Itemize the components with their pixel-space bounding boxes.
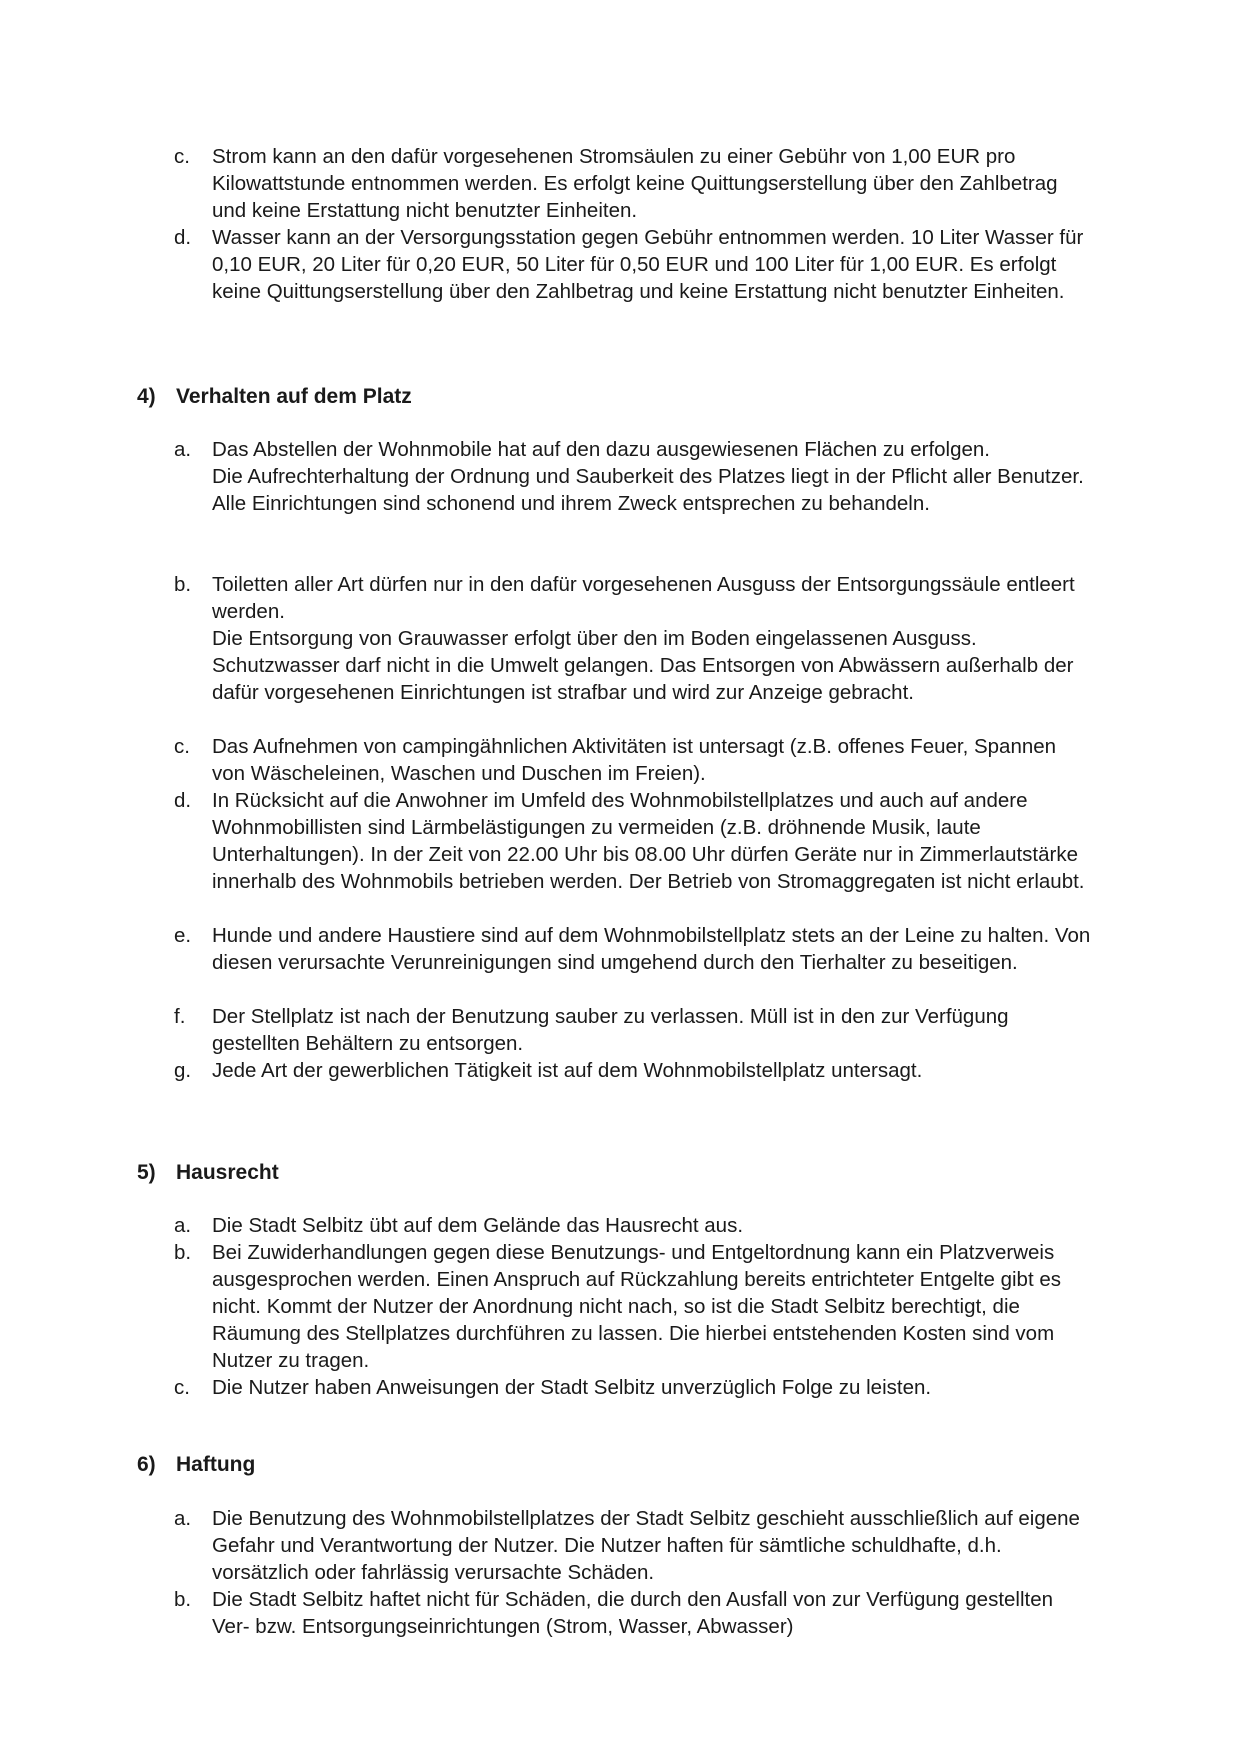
list-text: Das Aufnehmen von campingähnlichen Aktivitäten ist untersagt (z.B. offenes Feuer, Spannen von Wäscheleinen, Waschen und Duschen im Freien). bbox=[212, 735, 1057, 785]
section-number: 4) bbox=[137, 385, 156, 408]
list-letter: a. bbox=[174, 438, 192, 461]
list-letter: c. bbox=[174, 145, 190, 168]
list-letter: d. bbox=[174, 789, 192, 812]
section-number: 6) bbox=[137, 1453, 156, 1476]
list-item-4g bbox=[174, 1057, 1094, 1084]
list-text: Wasser kann an der Versorgungsstation gegen Gebühr entnommen werden. 10 Liter Wasser für 0,10 EUR, 20 Liter für 0,20 EUR, 50 Liter für 0,50 EUR und 100 Liter für 1,00 EUR. Es erfolgt keine Quittungserstellung über den Zahlbetrag und keine Erstattung nicht benutzter Einheiten. bbox=[212, 226, 1084, 303]
list-letter: e. bbox=[174, 924, 192, 947]
list-letter: b. bbox=[174, 1588, 192, 1611]
list-text: Jede Art der gewerblichen Tätigkeit ist auf dem Wohnmobilstellplatz untersagt. bbox=[212, 1059, 923, 1082]
section-title: Hausrecht bbox=[176, 1161, 279, 1184]
list-letter: a. bbox=[174, 1507, 192, 1530]
list-item-3c bbox=[174, 143, 1094, 224]
list-item-5b bbox=[174, 1239, 1094, 1374]
list-letter: b. bbox=[174, 573, 192, 596]
list-text: Hunde und andere Haustiere sind auf dem Wohnmobilstellplatz stets an der Leine zu halten. Von diesen verursachte Verunreinigungen sind umgehend durch den Tierhalter zu beseitigen. bbox=[212, 924, 1091, 974]
list-item-4e bbox=[174, 922, 1094, 976]
list-text: Toiletten aller Art dürfen nur in den dafür vorgesehenen Ausguss der Entsorgungssäule entleert werden. bbox=[212, 573, 1075, 623]
list-item-5c bbox=[174, 1374, 1094, 1401]
section-title: Haftung bbox=[176, 1453, 256, 1476]
list-letter: f. bbox=[174, 1005, 186, 1028]
list-item-5a bbox=[174, 1212, 1094, 1239]
list-letter: c. bbox=[174, 735, 190, 758]
list-text: Die Benutzung des Wohnmobilstellplatzes der Stadt Selbitz geschieht ausschließlich auf eigene Gefahr und Verantwortung der Nutzer. Die Nutzer haften für sämtliche schuldhafte, d.h. vorsätzlich oder fahrlässig verursachte Schäden. bbox=[212, 1507, 1080, 1584]
list-text: Strom kann an den dafür vorgesehenen Stromsäulen zu einer Gebühr von 1,00 EUR pro Kilowattstunde entnommen werden. Es erfolgt keine Quittungserstellung über den Zahlbetrag und keine Erstattung nicht benutzter Einheiten. bbox=[212, 145, 1058, 222]
list-text: Der Stellplatz ist nach der Benutzung sauber zu verlassen. Müll ist in den zur Verfügung gestellten Behältern zu entsorgen. bbox=[212, 1005, 1009, 1055]
list-letter: g. bbox=[174, 1059, 192, 1082]
list-letter: b. bbox=[174, 1241, 192, 1264]
list-item-6b bbox=[174, 1586, 1094, 1640]
list-letter: a. bbox=[174, 1214, 192, 1237]
section-heading-4 bbox=[137, 383, 412, 410]
list-item-4f bbox=[174, 1003, 1094, 1057]
list-item-3d bbox=[174, 224, 1094, 305]
list-item-6a bbox=[174, 1505, 1094, 1586]
list-item-4d bbox=[174, 787, 1094, 895]
list-item-4c bbox=[174, 733, 1094, 787]
list-text-continued: Die Entsorgung von Grauwasser erfolgt über den im Boden eingelassenen Ausguss. Schutzwasser darf nicht in die Umwelt gelangen. Das Entsorgen von Abwässern außerhalb der dafür vorgesehenen Einrichtungen ist strafbar und wird zur Anzeige gebracht. bbox=[212, 627, 1074, 704]
list-text: Die Nutzer haben Anweisungen der Stadt Selbitz unverzüglich Folge zu leisten. bbox=[212, 1376, 932, 1399]
section-number: 5) bbox=[137, 1161, 156, 1184]
list-text: Die Stadt Selbitz übt auf dem Gelände das Hausrecht aus. bbox=[212, 1214, 744, 1237]
section-heading-6 bbox=[137, 1451, 255, 1478]
list-text: Das Abstellen der Wohnmobile hat auf den dazu ausgewiesenen Flächen zu erfolgen. bbox=[212, 438, 990, 461]
section-title: Verhalten auf dem Platz bbox=[176, 385, 412, 408]
list-letter: d. bbox=[174, 226, 192, 249]
list-text: Bei Zuwiderhandlungen gegen diese Benutzungs- und Entgeltordnung kann ein Platzverweis ausgesprochen werden. Einen Anspruch auf Rückzahlung bereits entrichteter Entgelte gibt es nicht. Kommt der Nutzer der Anordnung nicht nach, so ist die Stadt Selbitz berechtigt, die Räumung des Stellplatzes durchführen zu lassen. Die hierbei entstehenden Kosten sind vom Nutzer zu tragen. bbox=[212, 1241, 1061, 1372]
list-text: In Rücksicht auf die Anwohner im Umfeld des Wohnmobilstellplatzes und auch auf andere Wohnmobillisten sind Lärmbelästigungen zu vermeiden (z.B. dröhnende Musik, laute Unterhaltungen). In der Zeit von 22.00 Uhr bis 08.00 Uhr dürfen Geräte nur in Zimmerlautstärke innerhalb des Wohnmobils betrieben werden. Der Betrieb von Stromaggregaten ist nicht erlaubt. bbox=[212, 789, 1085, 893]
list-text-continued: Die Aufrechterhaltung der Ordnung und Sauberkeit des Platzes liegt in der Pflicht aller Benutzer. Alle Einrichtungen sind schonend und ihrem Zweck entsprechen zu behandeln. bbox=[212, 465, 1084, 515]
list-text: Die Stadt Selbitz haftet nicht für Schäden, die durch den Ausfall von zur Verfügung gestellten Ver- bzw. Entsorgungseinrichtungen (Strom, Wasser, Abwasser) bbox=[212, 1588, 1054, 1638]
list-letter: c. bbox=[174, 1376, 190, 1399]
list-item-4a bbox=[174, 436, 1094, 517]
list-item-4b bbox=[174, 571, 1094, 706]
section-heading-5 bbox=[137, 1159, 279, 1186]
